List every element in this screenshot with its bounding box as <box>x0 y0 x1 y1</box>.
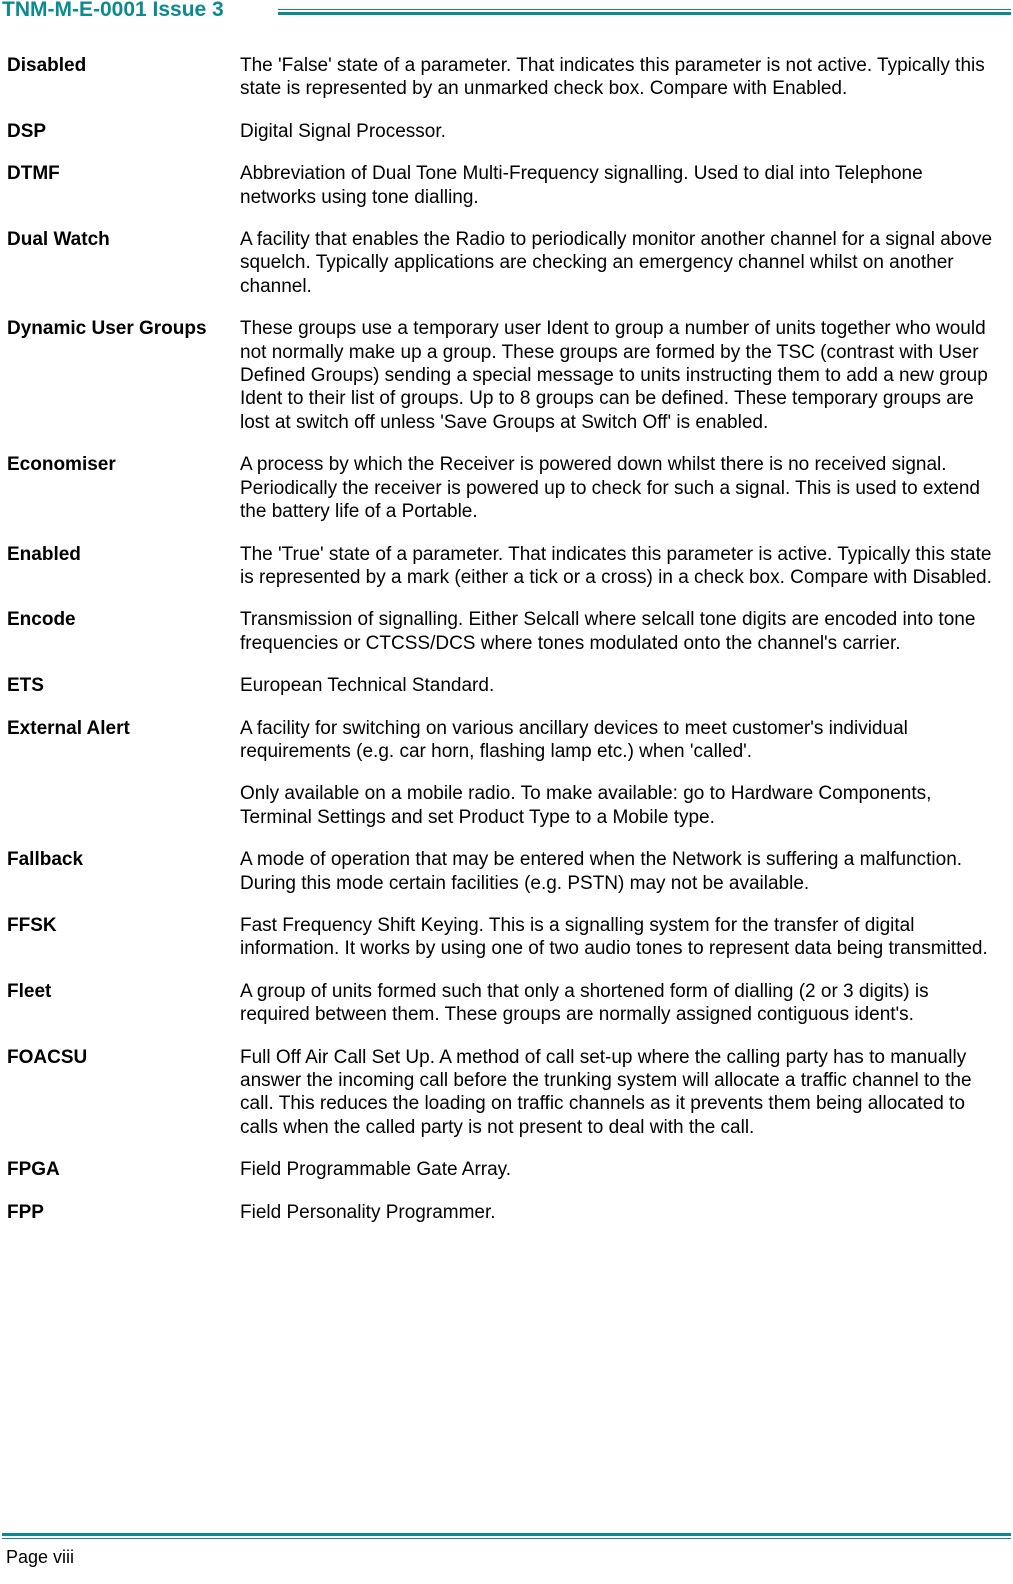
glossary-entry <box>7 317 1002 434</box>
glossary-definitions <box>240 317 1002 434</box>
glossary-definitions <box>240 120 1002 143</box>
glossary-entry <box>7 162 1002 209</box>
glossary-term: ETS <box>7 675 44 697</box>
header-rule <box>278 9 1011 16</box>
glossary-entry <box>7 453 1002 523</box>
glossary-term: FPGA <box>7 1159 60 1181</box>
glossary-definition: Full Off Air Call Set Up. A method of call set-up where the calling party has to manually answer the incoming call before the trunking system will allocate a traffic channel to the call. This reduces the loading on traffic channels as it prevents them being allocated to calls when the called party is not present to deal with the call. <box>240 1046 972 1138</box>
glossary-term: External Alert <box>7 717 130 739</box>
glossary-term: Economiser <box>7 454 116 476</box>
page-header <box>0 0 1013 26</box>
glossary-entry <box>7 674 1002 697</box>
glossary-term: FFSK <box>7 914 57 936</box>
glossary-definitions <box>240 980 1002 1027</box>
glossary-term: Fallback <box>7 849 84 871</box>
glossary-definition: Transmission of signalling. Either Selcall where selcall tone digits are encoded into tone frequencies or CTCSS/DCS where tones modulated onto the channel's carrier. <box>240 609 976 654</box>
glossary-entry <box>7 980 1002 1027</box>
glossary-definition: Abbreviation of Dual Tone Multi-Frequency signalling. Used to dial into Telephone networks using tone dialling. <box>240 163 923 208</box>
glossary-entry <box>7 608 1002 655</box>
glossary-definition: These groups use a temporary user Ident to group a number of units together who would not normally make up a group. These groups are formed by the TSC (contrast with User Defined Groups) sending a special message to units instructing them to add a new group Ident to their list of groups. Up to 8 groups can be defined. These temporary groups are lost at switch off unless 'Save Groups at Switch Off' is enabled. <box>240 318 988 433</box>
glossary-term: Fleet <box>7 980 52 1002</box>
header-rule-thick-line <box>278 12 1011 15</box>
glossary-definitions <box>240 848 1002 895</box>
glossary-definition: Only available on a mobile radio. To make available: go to Hardware Components, Terminal Settings and set Product Type to a Mobile type. <box>240 783 932 828</box>
glossary-definition: A mode of operation that may be entered when the Network is suffering a malfunction. During this mode certain facilities (e.g. PSTN) may not be available. <box>240 849 963 894</box>
glossary-term: DSP <box>7 120 47 142</box>
glossary-entry <box>7 717 1002 830</box>
page-number: Page viii <box>6 1547 75 1567</box>
header-rule-thin-line <box>278 9 1011 10</box>
glossary-definitions <box>240 228 1002 298</box>
glossary-definition: The 'False' state of a parameter. That indicates this parameter is not active. Typically this state is represented by an unmarked check box. Compare with Enabled. <box>240 55 985 100</box>
glossary-definitions <box>240 674 1002 697</box>
glossary-entry <box>7 914 1002 961</box>
glossary-definitions <box>240 543 1002 590</box>
document-id: TNM-M-E-0001 Issue 3 <box>2 0 224 21</box>
glossary-definitions <box>240 1046 1002 1140</box>
glossary-definition: The 'True' state of a parameter. That indicates this parameter is active. Typically this state is represented by a mark (either a tick or a cross) in a check box. Compare with Disabled. <box>240 543 992 588</box>
glossary-entry <box>7 120 1002 143</box>
glossary-definition: Field Personality Programmer. <box>240 1201 496 1223</box>
glossary-definitions <box>240 162 1002 209</box>
glossary-definition: A group of units formed such that only a shortened form of dialling (2 or 3 digits) is required between them. These groups are normally assigned contiguous ident's. <box>240 980 929 1026</box>
glossary-term: FPP <box>7 1201 44 1223</box>
glossary-term: Enabled <box>7 543 81 565</box>
glossary-term: FOACSU <box>7 1046 88 1068</box>
glossary-entry <box>7 1046 1002 1140</box>
glossary-entry <box>7 228 1002 298</box>
glossary-definitions <box>240 453 1002 523</box>
glossary-definitions <box>240 914 1002 961</box>
footer-rule-thick-line <box>2 1533 1011 1536</box>
glossary-entry <box>7 54 1002 101</box>
glossary-entry <box>7 1158 1002 1181</box>
glossary-term: Dynamic User Groups <box>7 318 207 340</box>
glossary-entry <box>7 1201 1002 1224</box>
footer-rule <box>2 1533 1011 1540</box>
glossary-definitions <box>240 54 1002 101</box>
glossary-definitions <box>240 608 1002 655</box>
glossary-definitions <box>240 717 1002 830</box>
glossary-definition: European Technical Standard. <box>240 675 495 697</box>
glossary-definition: Digital Signal Processor. <box>240 120 446 142</box>
glossary-term: DTMF <box>7 163 60 185</box>
glossary-definition: Fast Frequency Shift Keying. This is a signalling system for the transfer of digital information. It works by using one of two audio tones to represent data being transmitted. <box>240 914 988 960</box>
glossary-definitions <box>240 1201 1002 1224</box>
glossary-list <box>7 54 1002 1243</box>
glossary-definition: A facility that enables the Radio to periodically monitor another channel for a signal above squelch. Typically applications are checking an emergency channel whilst on another channel. <box>240 229 993 297</box>
glossary-definitions <box>240 1158 1002 1181</box>
glossary-term: Disabled <box>7 55 87 76</box>
glossary-definition: Field Programmable Gate Array. <box>240 1159 512 1181</box>
glossary-entry <box>7 848 1002 895</box>
footer-rule-thin-line <box>2 1538 1011 1539</box>
glossary-definition: A process by which the Receiver is powered down whilst there is no received signal. Periodically the receiver is powered up to check for such a signal. This is used to extend the battery life of a Portable. <box>240 454 980 523</box>
glossary-definition: A facility for switching on various ancillary devices to meet customer's individual requirements (e.g. car horn, flashing lamp etc.) when 'called'. <box>240 717 908 762</box>
glossary-term: Dual Watch <box>7 229 110 251</box>
glossary-term: Encode <box>7 609 76 631</box>
glossary-entry <box>7 543 1002 590</box>
